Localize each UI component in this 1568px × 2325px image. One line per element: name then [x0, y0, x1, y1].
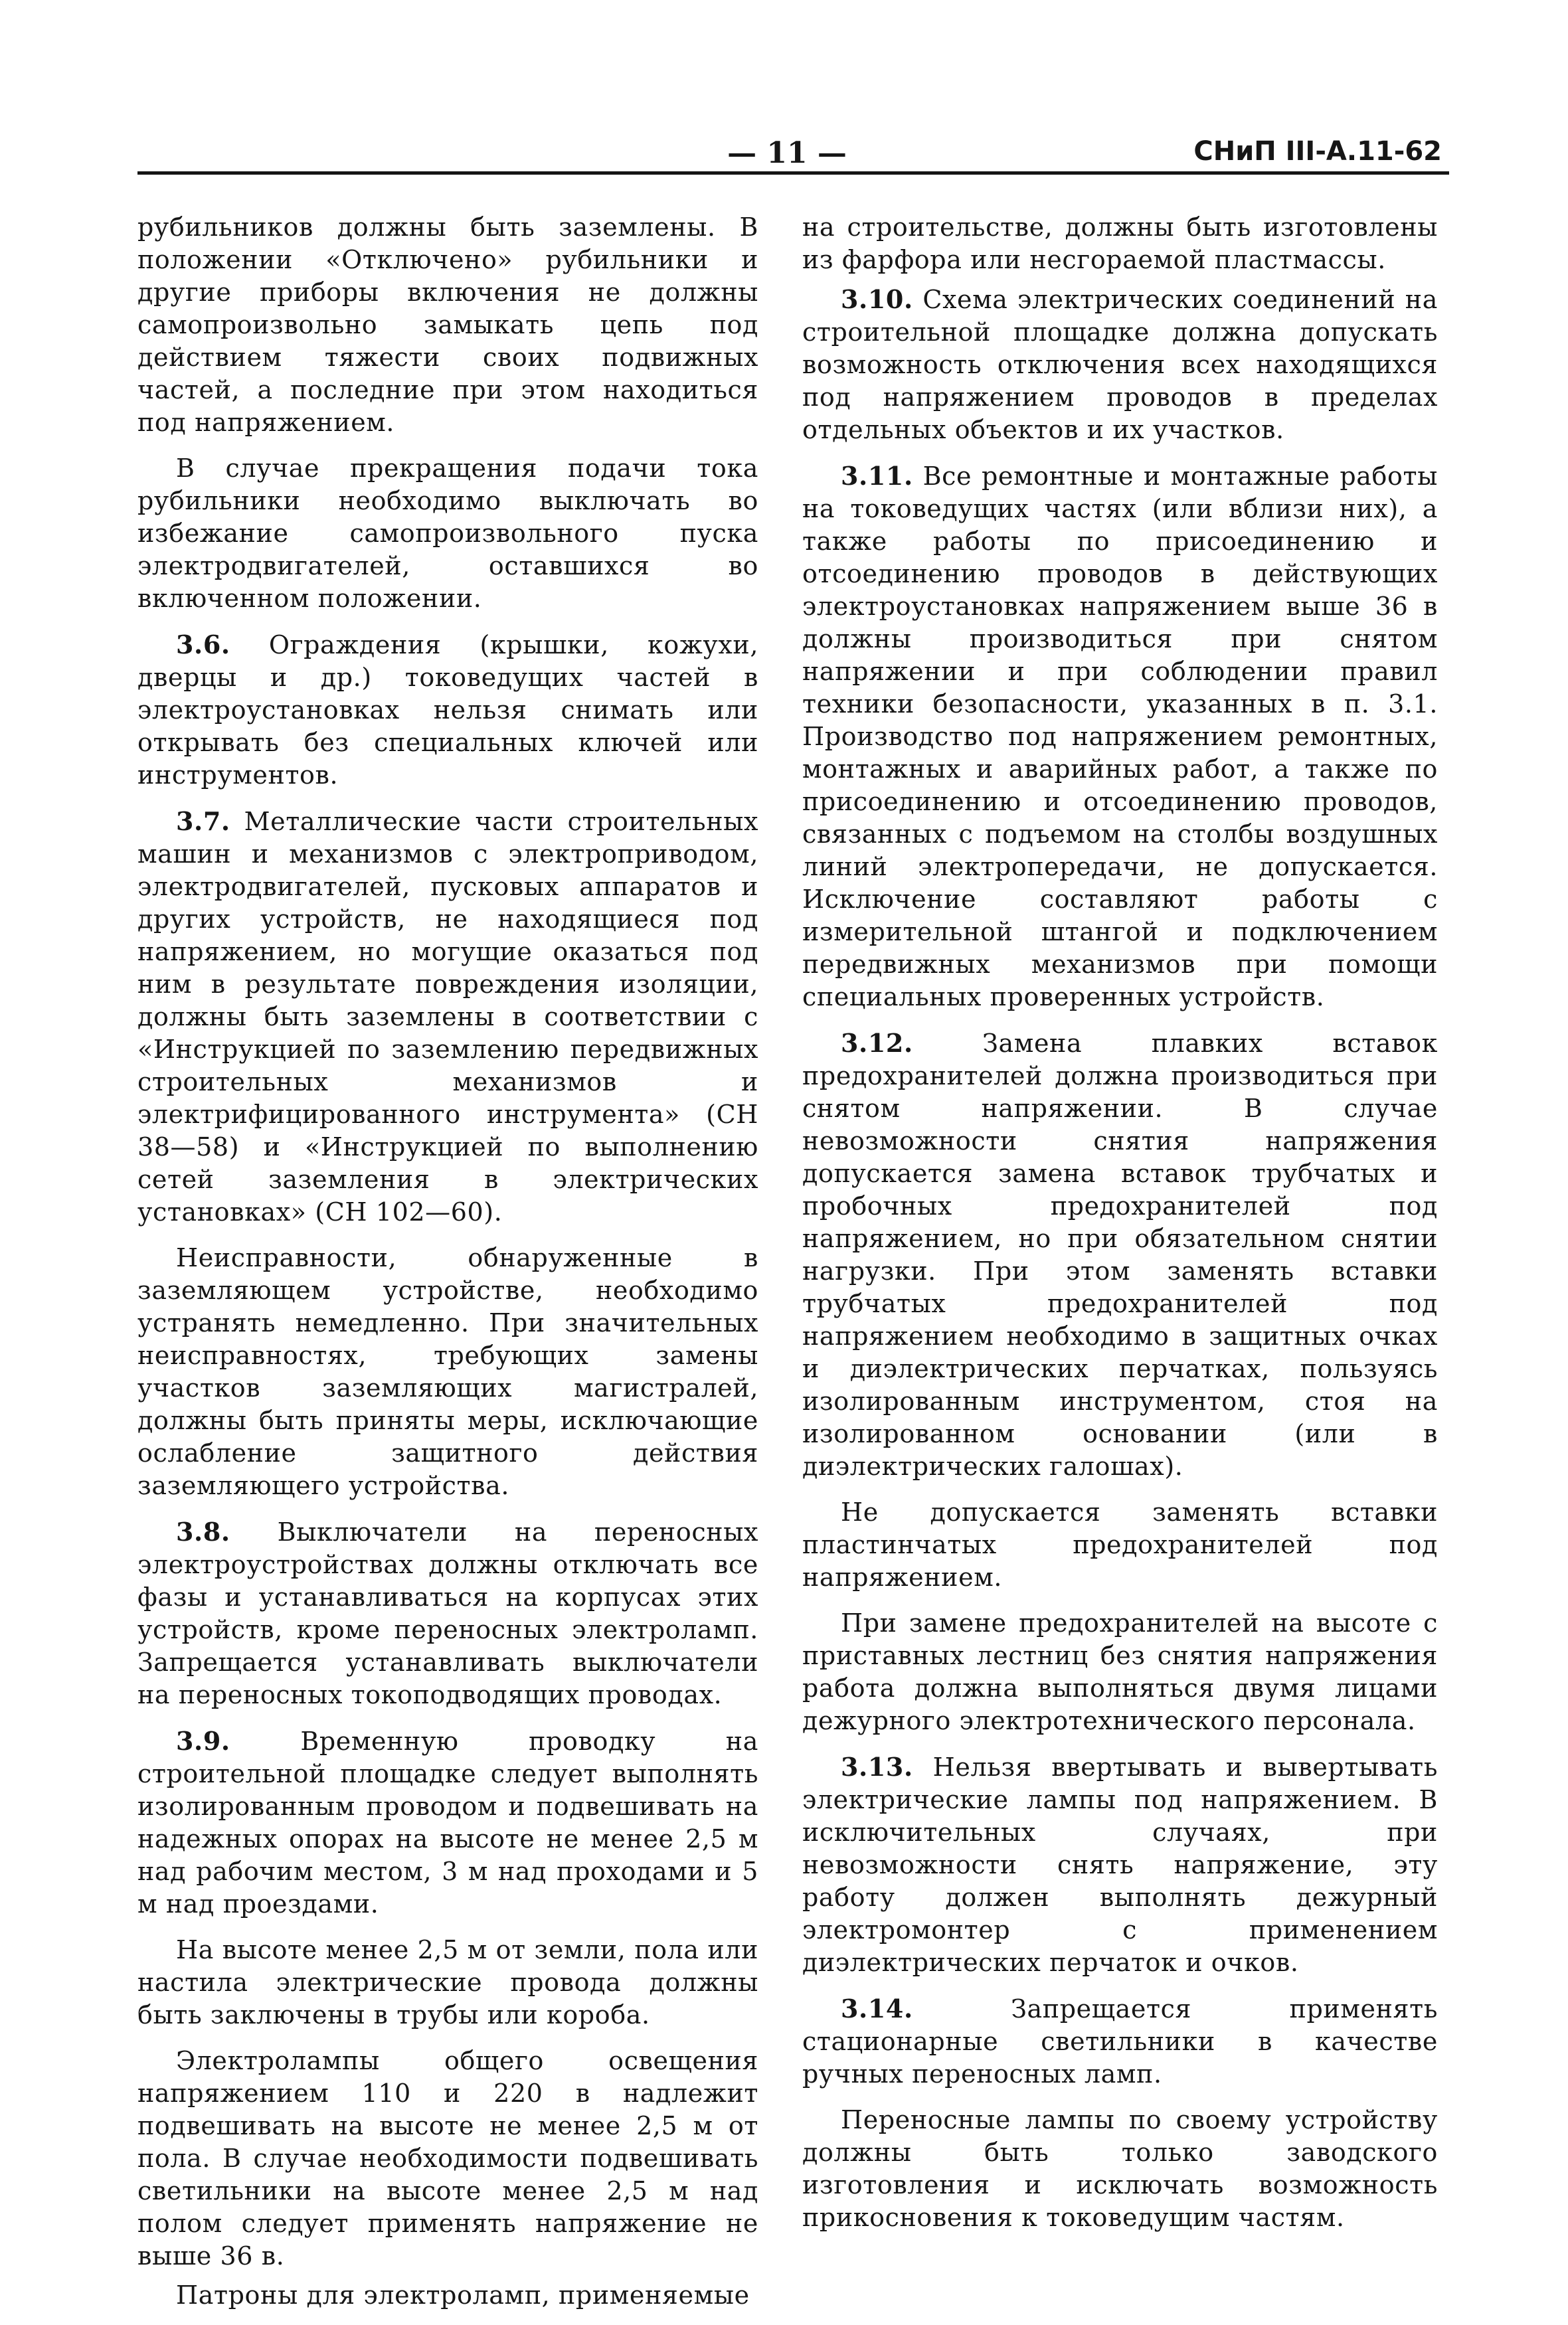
- right-column: [802, 211, 1438, 2247]
- clause-number: 3.7.: [176, 806, 230, 836]
- paragraph: [137, 1242, 758, 1502]
- clause-number: 3.8.: [176, 1517, 230, 1547]
- paragraph: [137, 1934, 758, 2031]
- paragraph-text: Запрещается применять стационарные светильники в качестве ручных переносных ламп.: [802, 1994, 1438, 2089]
- paragraph-text: Переносные лампы по своему устройству должны быть только заводского изготовления и исключать возможность прикосновения к токоведущим частям.: [802, 2105, 1438, 2232]
- paragraph-text: Замена плавких вставок предохранителей должна производиться при снятом напряжении. В случае невозможности снятия напряжения допускается замена вставок трубчатых и пробочных предохранителей под напряжением, но при обязательном снятии нагрузки. При этом заменять вставки трубчатых предохранителей под напряжением необходимо в защитных очках и диэлектрических перчатках, пользуясь изолированным инструментом, стоя на изолированном основании (или в диэлектрических галошах).: [802, 1029, 1438, 1481]
- paragraph-text: Неисправности, обнаруженные в заземляющем устройстве, необходимо устранять немедленно. При значительных неисправностях, требующих замены участков заземляющих магистралей, должны быть приняты меры, исключающие ослабление защитного действия заземляющего устройства.: [137, 1243, 758, 1500]
- paragraph-text: Временную проводку на строительной площадке следует выполнять изолированным проводом и подвешивать на надежных опорах на высоте не менее 2,5 м над рабочим местом, 3 м над проходами и 5 м над проездами.: [137, 1727, 758, 1919]
- clause-number: 3.11.: [841, 461, 913, 491]
- paragraph-text: Схема электрических соединений на строительной площадке должна допускать возможность отключения всех находящихся под напряжением проводов в пределах отдельных объектов и их участков.: [802, 285, 1438, 444]
- clause-3-14: [802, 1992, 1438, 2091]
- paragraph: [802, 1607, 1438, 1737]
- left-column: [137, 211, 758, 2325]
- clause-number: 3.14.: [841, 1994, 913, 2024]
- clause-3-13: [802, 1751, 1438, 1979]
- clause-3-9: [137, 1725, 758, 1921]
- paragraph-text: Металлические части строительных машин и механизмов с электроприводом, электродвигателей, пусковых аппаратов и других устройств, не находящиеся под напряжением, но могущие оказаться под ним в результате повреждения изоляции, должны быть заземлены в соответствии с «Инструкцией по заземлению передвижных строительных механизмов и электрифицированного инструмента» (СН 38—58) и «Инструкцией по выполнению сетей заземления в электрических установках» (СН 102—60).: [137, 807, 758, 1227]
- paragraph-text: В случае прекращения подачи тока рубильники необходимо выключать во избежание самопроизвольного пуска электродвигателей, оставшихся во включенном положении.: [137, 454, 758, 613]
- paragraph-text: Ограждения (крышки, кожухи, дверцы и др.) токоведущих частей в электроустановках нельзя снимать или открывать без специальных ключей или инструментов.: [137, 630, 758, 790]
- clause-3-11: [802, 460, 1438, 1013]
- clause-3-7: [137, 805, 758, 1229]
- paragraph: [137, 211, 758, 439]
- clause-3-6: [137, 628, 758, 792]
- clause-number: 3.10.: [841, 284, 913, 314]
- paragraph-text: Все ремонтные и монтажные работы на токоведущих частях (или вблизи них), а также работы по присоединению и отсоединению проводов в действующих электроустановках напряжением выше 36 в должны производиться при снятом напряжении и при соблюдении правил техники безопасности, указанных в п. 3.1. Производство под напряжением ремонтных, монтажных и аварийных работ, а также по присоединению и отсоединению проводов, связанных с подъемом на столбы воздушных линий электропередачи, не допускается. Исключение составляют работы с измерительной штангой и подключением передвижных механизмов при помощи специальных проверенных устройств.: [802, 462, 1438, 1011]
- paragraph-text: Электролампы общего освещения напряжением 110 и 220 в надлежит подвешивать на высоте не менее 2,5 м от пола. В случае необходимости подвешивать светильники на высоте менее 2,5 м над полом следует применять напряжение не выше 36 в.: [137, 2046, 758, 2271]
- clause-number: 3.12.: [841, 1028, 913, 1058]
- clause-3-12: [802, 1027, 1438, 1483]
- paragraph: [137, 2045, 758, 2273]
- paragraph: [802, 2104, 1438, 2234]
- paragraph-text: Патроны для электроламп, применяемые: [176, 2281, 750, 2310]
- clause-3-8: [137, 1515, 758, 1711]
- page-number: — 11 —: [727, 136, 847, 170]
- clause-3-10: [802, 283, 1438, 446]
- paragraph-text: При замене предохранителей на высоте с приставных лестниц без снятия напряжения работа должна выполняться двумя лицами дежурного электротехнического персонала.: [802, 1608, 1438, 1735]
- paragraph: [137, 452, 758, 615]
- paragraph-text: Выключатели на переносных электроустройствах должны отключать все фазы и устанавливаться на корпусах этих устройств, кроме переносных электроламп. Запрещается устанавливать выключатели на переносных токоподводящих проводах.: [137, 1517, 759, 1709]
- paragraph-text: Нельзя ввертывать и вывертывать электрические лампы под напряжением. В исключительных случаях, при невозможности снять напряжение, эту работу должен выполнять дежурный электромонтер с применением диэлектрических перчаток и очков.: [802, 1753, 1438, 1977]
- header-rule: [137, 171, 1449, 175]
- paragraph: [802, 211, 1438, 276]
- document-code: СНиП III-А.11-62: [1193, 136, 1442, 167]
- clause-number: 3.13.: [841, 1752, 913, 1782]
- paragraph-text: На высоте менее 2,5 м от земли, пола или настила электрические провода должны быть заключены в трубы или короба.: [137, 1935, 758, 2029]
- clause-number: 3.9.: [176, 1726, 230, 1756]
- paragraph: [137, 2279, 758, 2312]
- clause-number: 3.6.: [176, 630, 230, 659]
- paragraph-text: Не допускается заменять вставки пластинчатых предохранителей под напряжением.: [802, 1498, 1438, 1592]
- paragraph-text: на строительстве, должны быть изготовлены из фарфора или несгораемой пластмассы.: [802, 213, 1438, 274]
- paragraph-text: рубильников должны быть заземлены. В положении «Отключено» рубильники и другие приборы включения не должны самопроизвольно замыкать цепь под действием тяжести своих подвижных частей, а последние при этом находиться под напряжением.: [137, 213, 758, 437]
- paragraph: [802, 1496, 1438, 1594]
